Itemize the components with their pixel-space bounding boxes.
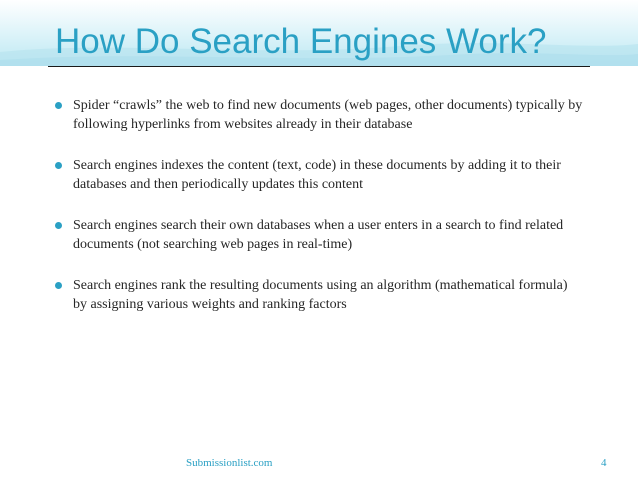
bullet-dot-icon (55, 222, 62, 229)
page-number: 4 (601, 457, 607, 469)
bullet-dot-icon (55, 162, 62, 169)
bullet-item (55, 96, 585, 134)
bullet-item (55, 216, 585, 254)
bullet-text: Search engines indexes the content (text, code) in these documents by adding it to their databases and then periodically updates this content (73, 158, 561, 192)
bullet-text: Spider “crawls” the web to find new documents (web pages, other documents) typically by following hyperlinks from websites already in their database (73, 98, 583, 132)
bullet-item (55, 276, 585, 314)
footer-source: Submissionlist.com (186, 457, 273, 469)
bullet-list (55, 96, 585, 336)
bullet-dot-icon (55, 282, 62, 289)
bullet-dot-icon (55, 102, 62, 109)
bullet-text: Search engines search their own databases when a user enters in a search to find related documents (not searching web pages in real-time) (73, 218, 564, 252)
bullet-item (55, 156, 585, 194)
title-divider (48, 66, 590, 67)
bullet-text: Search engines rank the resulting documents using an algorithm (mathematical formula) by assigning various weights and ranking factors (73, 278, 568, 312)
slide-title: How Do Search Engines Work? (55, 22, 547, 61)
